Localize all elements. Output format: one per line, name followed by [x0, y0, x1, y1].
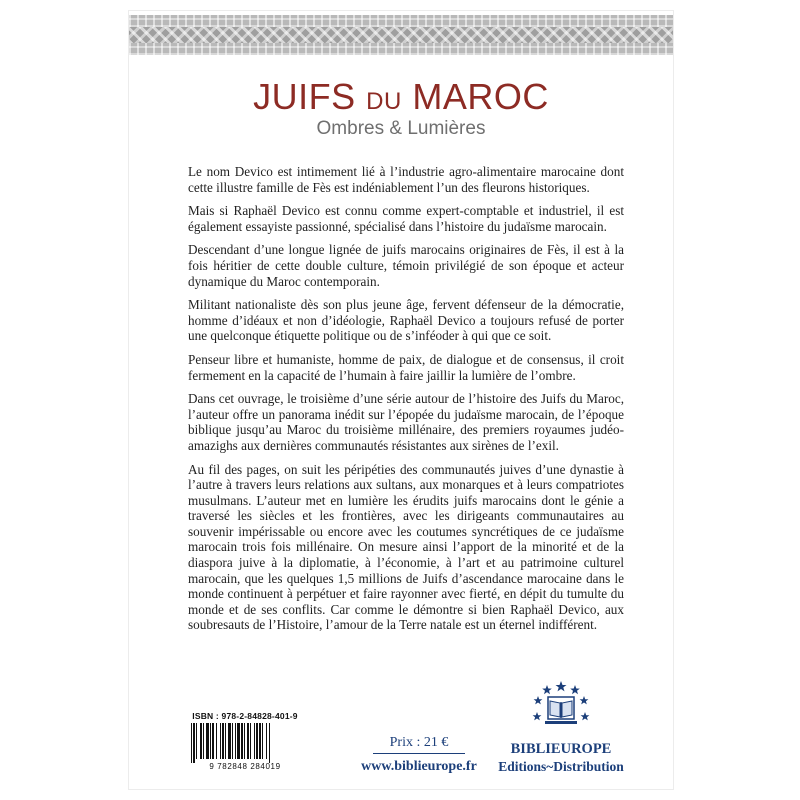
- title-part-small: DU: [366, 88, 402, 115]
- decorative-pattern-band: [129, 15, 673, 55]
- blurb-paragraph: Au fil des pages, on suit les péripéties des communautés juives d’une dynastie à l’autre à travers leurs relations aux sultans, aux monarques et à leurs compatriotes musulmans. L’auteur met en lumière les érudits juifs marocains dont le génie a traversé les siècles et les frontières, avec les dirigeants communautaires au souvenir impérissable ou encore avec les coutumes syncrétiques de ce judaïsme marocain trois fois millénaire. On mesure ainsi l’apport de la minorité et de la diaspora juive à la diplomatie, à l’économie, à l’art et au patrimoine culturel marocain, que les quelques 1,5 millions de Juifs d’ascendance marocaine dans le monde continuent à perpétuer et faire rayonner avec fierté, en dépit du tumulte du monde et de ses conflits. Car comme le démontre si bien Raphaël Devico, aux soubresauts de l’Histoire, l’amour de la Terre natale est un éternel indifférent.: [188, 461, 624, 633]
- title-part-2: MAROC: [401, 76, 549, 117]
- barcode-digits: 9 782848 284019: [209, 762, 281, 771]
- publisher-name: BIBLIEUROPE: [510, 741, 612, 757]
- blurb-paragraph: Penseur libre et humaniste, homme de paix, de dialogue et de consensus, il croit fermement en la capacité de l’humain à faire jaillir la lumière de l’ombre.: [188, 351, 624, 383]
- title-part-1: JUIFS: [253, 76, 367, 117]
- publisher-tagline: Editions~Distribution: [498, 759, 624, 774]
- blurb-paragraph: Le nom Devico est intimement lié à l’industrie agro-alimentaire marocaine dont cette illustre famille de Fès est indéniablement l’un des fleurons historiques.: [188, 164, 624, 195]
- book-title: [129, 77, 673, 122]
- isbn-label: ISBN : 978-2-84828-401-9: [192, 711, 298, 721]
- price-underline: [373, 753, 465, 754]
- blurb-text: [188, 164, 624, 641]
- blurb-paragraph: Mais si Raphaël Devico est connu comme expert-comptable et industriel, il est également essayiste passionné, spécialisé dans l’histoire du judaïsme marocain.: [188, 203, 624, 234]
- publisher-website: www.biblieurope.fr: [361, 759, 477, 774]
- book-subtitle: Ombres & Lumières: [316, 118, 486, 139]
- blurb-paragraph: Dans cet ouvrage, le troisième d’une série autour de l’histoire des Juifs du Maroc, l’auteur offre un panorama inédit sur l’épopée du judaïsme marocain, de l’époque biblique jusqu’au Maroc du troisième millénaire, des premiers royaumes judéo-amazighs aux dernières communautés résistantes aux sirènes de l’exil.: [188, 391, 624, 453]
- price-label: Prix : 21 €: [389, 735, 449, 750]
- barcode-block: [187, 711, 303, 771]
- biblieurope-logo-icon: [531, 679, 591, 739]
- blurb-paragraph: Descendant d’une longue lignée de juifs marocains originaires de Fès, il est à la fois héritier de cette double culture, témoin privilégié de son époque et acteur dynamique du Maroc contemporain.: [188, 242, 624, 289]
- pattern-band-inner: [129, 27, 673, 43]
- ean-barcode-icon: [187, 723, 303, 763]
- book-back-cover: [128, 10, 674, 790]
- blurb-paragraph: Militant nationaliste dès son plus jeune âge, fervent défenseur de la démocratie, homme d’idéaux et non d’idéologie, Raphaël Devico a toujours refusé de porter une quelconque étiquette politique ou de s’inféoder à qui que ce soit.: [188, 297, 624, 344]
